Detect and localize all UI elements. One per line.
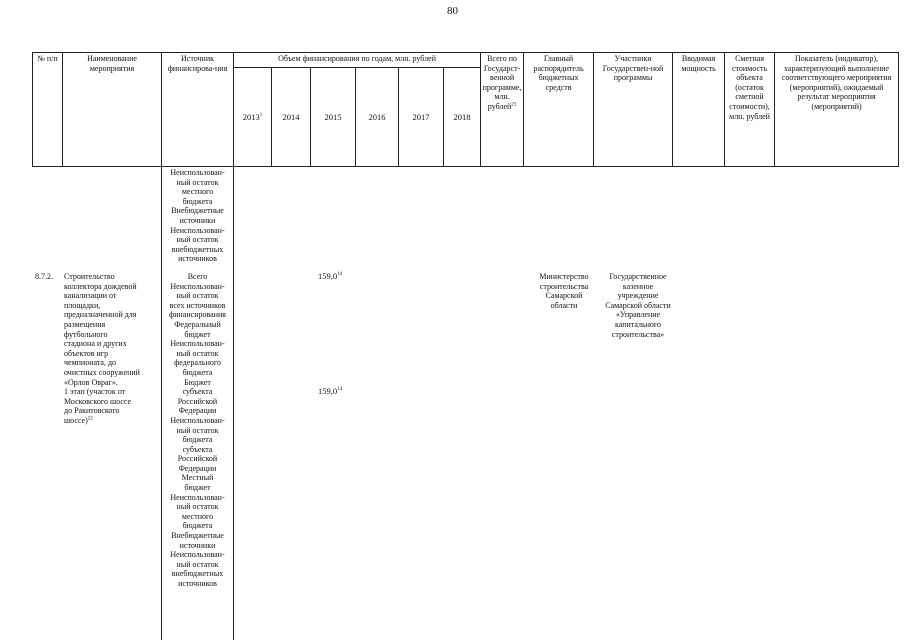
participant-line: строительства» [611, 329, 665, 339]
header-col-chief: Главный распорядитель бюджетных средств [524, 53, 594, 167]
list-item: бюджет [184, 483, 211, 493]
header-year-2015: 2015 [311, 68, 356, 167]
list-item: Всего [187, 272, 208, 281]
row-name-line: предназначенной для [64, 310, 137, 320]
source-column-right-border [233, 166, 234, 640]
value-2015-subject-budget-sup: 14 [337, 387, 343, 393]
header-year-2016: 2016 [356, 68, 399, 167]
list-item: источники [179, 215, 216, 225]
list-item: источников [178, 579, 217, 588]
row-name-line: до Ракитовского [64, 406, 120, 416]
list-item: Федерации [178, 406, 217, 416]
participant-line: «Управление [615, 310, 661, 320]
program-participants [599, 272, 677, 339]
row-name-line: очистных сооружений [64, 367, 140, 377]
header-col-total-sup: 23 [511, 102, 517, 108]
list-item: Неиспользован- [170, 168, 225, 177]
list-item: ный остаток [176, 559, 219, 569]
participant-line: Самарской области [605, 300, 671, 310]
list-item: внебюджетных [171, 244, 224, 254]
list-item: Неиспользован- [170, 281, 225, 291]
row-name-line: чемпионата, до [64, 358, 117, 368]
list-item: бюджета [182, 196, 213, 206]
list-item: Внебюджетные [171, 206, 224, 216]
chief-line: Министерство [539, 272, 589, 281]
list-item: внебюджетных [171, 569, 224, 579]
row-name-line: «Орлов Овраг». [64, 377, 118, 387]
page-number: 80 [447, 5, 458, 17]
row-name-line: Московского шоссе [64, 396, 132, 406]
continuation-sources [162, 168, 233, 264]
participant-line: капитального [615, 319, 661, 329]
list-item: Российской [177, 454, 218, 464]
list-item: Местный [181, 473, 214, 483]
list-item: Неиспользован- [170, 225, 225, 235]
list-item: Российской [177, 396, 218, 406]
header-col-estimate: Сметная стоимость объекта (остаток сметной стоимости), млн. рублей [725, 53, 775, 167]
value-2015-subject-budget: 159,0$^{14}$ [318, 386, 343, 396]
header-col-participants: Участники Государствен-ной программы [594, 53, 673, 167]
chief-administrator [530, 272, 598, 310]
header-year-2013-sup: 1 [259, 112, 263, 118]
header-col-indicator: Показатель (индикатор), характеризующий выполнение соответствующего мероприятия (мероприятий), ожидаемый результат мероприятия (мероприятий) [775, 53, 899, 167]
list-item: Неиспользован- [170, 339, 225, 349]
header-year-2017: 2017 [399, 68, 444, 167]
participant-line: казенное [622, 281, 654, 291]
chief-line: области [550, 300, 578, 310]
list-item: местного [181, 511, 214, 521]
header-col-source: Источник финансирова-ния [162, 53, 234, 167]
value-2015-total-sup: 14 [337, 272, 343, 278]
row-name [64, 272, 160, 426]
row-name-line: коллектора дождевой [64, 281, 137, 291]
row-name-line: объектов игр [64, 348, 109, 358]
list-item: бюджета [182, 521, 213, 531]
row-name-line: канализации от [64, 291, 117, 301]
participant-line: учреждение [617, 291, 659, 301]
row-name-line: размещения [64, 319, 106, 329]
list-item: бюджет [184, 329, 211, 339]
list-item: Неиспользован- [170, 415, 225, 425]
row-name-footnote: 22 [87, 416, 93, 422]
header-col-volume: Объем финансирования по годам, млн. рублей [234, 53, 481, 68]
list-item: ный остаток [176, 177, 219, 187]
list-item: ный остаток [176, 348, 219, 358]
list-item: финансирования [169, 310, 226, 320]
list-item: Неиспользован- [170, 550, 225, 560]
list-item: Федеральный [174, 319, 221, 329]
row-name-line: шоссе)$^{22}$ [64, 415, 93, 425]
list-item: Федерации [178, 463, 217, 473]
list-item: источников [178, 254, 217, 264]
header-col-capacity: Вводимая мощность [673, 53, 725, 167]
list-item: Внебюджетные [171, 531, 224, 541]
list-item: ный остаток [176, 291, 219, 301]
chief-line: Самарской [545, 291, 583, 301]
list-item: источники [179, 540, 216, 550]
header-col-name: Наименование мероприятия [63, 53, 162, 167]
list-item: ный остаток [176, 425, 219, 435]
list-item: ный остаток [176, 235, 219, 245]
row-name-line: площадки, [64, 300, 101, 310]
row-number: 8.7.2. [35, 272, 53, 281]
row-name-line: Строительство [64, 272, 115, 281]
list-item: местного [181, 187, 214, 197]
row-name-line: футбольного [64, 329, 108, 339]
list-item: Неиспользован- [170, 492, 225, 502]
header-table [32, 52, 899, 167]
value-2015-total: 159,0$^{14}$ [318, 271, 343, 281]
list-item: федерального [174, 358, 221, 368]
row-name-line: 1 этап (участок от [64, 387, 126, 397]
list-item: бюджета [182, 435, 213, 445]
chief-line: строительства [539, 281, 589, 291]
header-col-number: № п/п [33, 53, 63, 167]
list-item: всех источников [169, 300, 226, 310]
list-item: Бюджет [184, 377, 211, 387]
row-sources [162, 272, 233, 589]
header-year-2013: 2013$^1$ [234, 68, 272, 167]
list-item: субъекта [182, 387, 213, 397]
header-year-2014: 2014 [272, 68, 311, 167]
participant-line: Государственное [609, 272, 667, 281]
list-item: ный остаток [176, 502, 219, 512]
header-col-total: Всего по Государст-венной программе, млн. рублей$^{23}$ [481, 53, 524, 167]
row-name-line: стадиона и других [64, 339, 127, 349]
list-item: субъекта [182, 444, 213, 454]
header-year-2018: 2018 [444, 68, 481, 167]
list-item: бюджета [182, 367, 213, 377]
